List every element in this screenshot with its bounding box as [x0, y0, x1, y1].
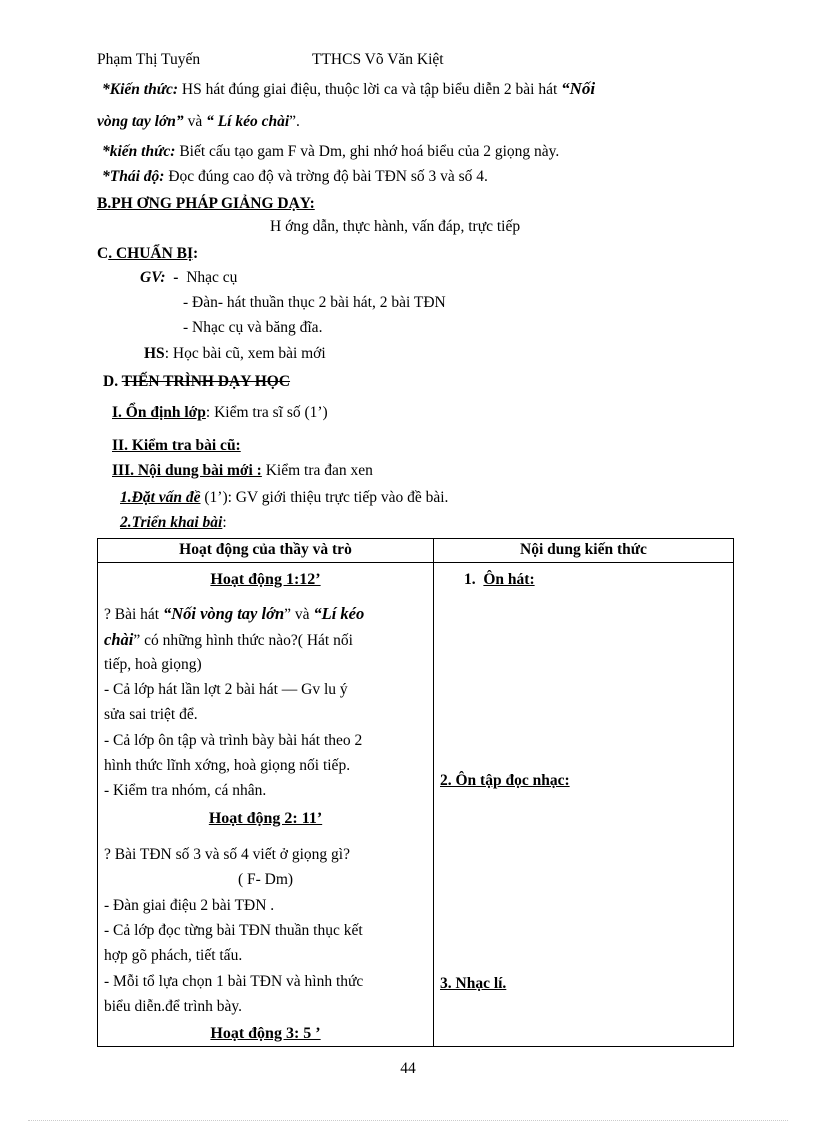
section-b-title: B.PH ƠNG PHÁP GIẢNG DẠY:	[97, 195, 315, 212]
activity-2-line-2b: hợp gõ phách, tiết tấu.	[104, 947, 243, 964]
section-d-title: D. TIẾN TRÌNH DẠY HỌC	[103, 373, 291, 390]
activity-1-line-1: - Cả lớp hát lần lợt 2 bài hát — Gv lu ý	[104, 681, 348, 698]
activity-2-line-2: - Cả lớp đọc từng bài TĐN thuần thục kết	[104, 922, 363, 939]
objective-knowledge-2: *kiến thức: Biết cấu tạo gam F và Dm, ghi nhớ hoá biểu của 2 giọng này.	[102, 143, 560, 160]
gv-prep-item-2: - Đàn- hát thuần thục 2 bài hát, 2 bài TĐN	[183, 294, 446, 311]
activity-3-title: Hoạt động 3: 5 ’	[210, 1025, 321, 1042]
activities-cell	[98, 563, 434, 1047]
col-header-content: Nội dung kiến thức	[434, 539, 734, 563]
section-b-text: H ớng dẫn, thực hành, vấn đáp, trực tiếp	[270, 218, 521, 235]
objective-attitude: *Thái độ: Đọc đúng cao độ và trờng độ bài TĐN số 3 và số 4.	[102, 168, 488, 185]
activity-1-line-2: - Cả lớp ôn tập và trình bày bài hát theo 2	[104, 732, 363, 749]
activity-1-question-cont: chài” có những hình thức nào?( Hát nối	[104, 630, 353, 649]
activity-2-question: ? Bài TĐN số 3 và số 4 viết ở giọng gì?	[104, 846, 350, 863]
activity-2-title: Hoạt động 2: 11’	[208, 810, 323, 827]
section-c-title: C. CHUẨN BỊ:	[97, 245, 199, 262]
activity-2-answer: ( F- Dm)	[237, 871, 294, 888]
activity-1-line-1b: sửa sai triệt để.	[104, 706, 198, 723]
content-3: 3. Nhạc lí.	[440, 975, 507, 992]
section-d-i: I. Ổn định lớp: Kiểm tra sĩ số (1’)	[112, 404, 328, 421]
lesson-table	[97, 538, 734, 1047]
activity-1-line-3: - Kiểm tra nhóm, cá nhân.	[104, 782, 267, 799]
activity-1-title: Hoạt động 1:12’	[210, 571, 321, 588]
objective-knowledge-1-cont: vòng tay lớn” và “ Lí kéo chài”.	[97, 113, 300, 130]
section-d-iii: III. Nội dung bài mới : Kiểm tra đan xen	[112, 462, 373, 479]
school-name: TTHCS Võ Văn Kiệt	[312, 51, 444, 68]
objective-knowledge-1: *Kiến thức: HS hát đúng giai điệu, thuộc lời ca và tập biểu diễn 2 bài hát “Nối	[102, 79, 596, 98]
col-header-activities: Hoạt động của thầy và trò	[98, 539, 434, 563]
gv-prep-item-3: - Nhạc cụ và băng đĩa.	[183, 319, 323, 336]
activity-2-line-1: - Đàn giai điệu 2 bài TĐN .	[104, 897, 275, 914]
content-2: 2. Ôn tập đọc nhạc:	[440, 772, 570, 789]
activity-1-question-end: tiếp, hoà giọng)	[104, 656, 202, 673]
section-d-step-2: 2.Triển khai bài:	[120, 514, 227, 531]
page-number: 44	[400, 1060, 416, 1077]
section-d-step-1: 1.Đặt vấn đề (1’): GV giới thiệu trực tiếp vào đề bài.	[120, 489, 449, 506]
section-d-ii: II. Kiểm tra bài cũ:	[112, 437, 241, 454]
activity-1-line-2b: hình thức lĩnh xớng, hoà giọng nối tiếp.	[104, 757, 351, 774]
gv-prep-line: GV: - Nhạc cụ	[140, 269, 238, 286]
author-name: Phạm Thị Tuyến	[97, 51, 201, 68]
content-1: 1. Ôn hát:	[464, 571, 535, 588]
content-cell	[434, 563, 734, 1047]
activity-2-line-3: - Mỗi tổ lựa chọn 1 bài TĐN và hình thức	[104, 973, 364, 990]
hs-prep-line: HS: Học bài cũ, xem bài mới	[144, 345, 326, 362]
activity-2-line-3b: biểu diễn.để trình bày.	[104, 998, 243, 1015]
page-bottom-divider	[28, 1120, 788, 1121]
activity-1-question: ? Bài hát “Nối vòng tay lớn” và “Lí kéo	[104, 604, 365, 623]
